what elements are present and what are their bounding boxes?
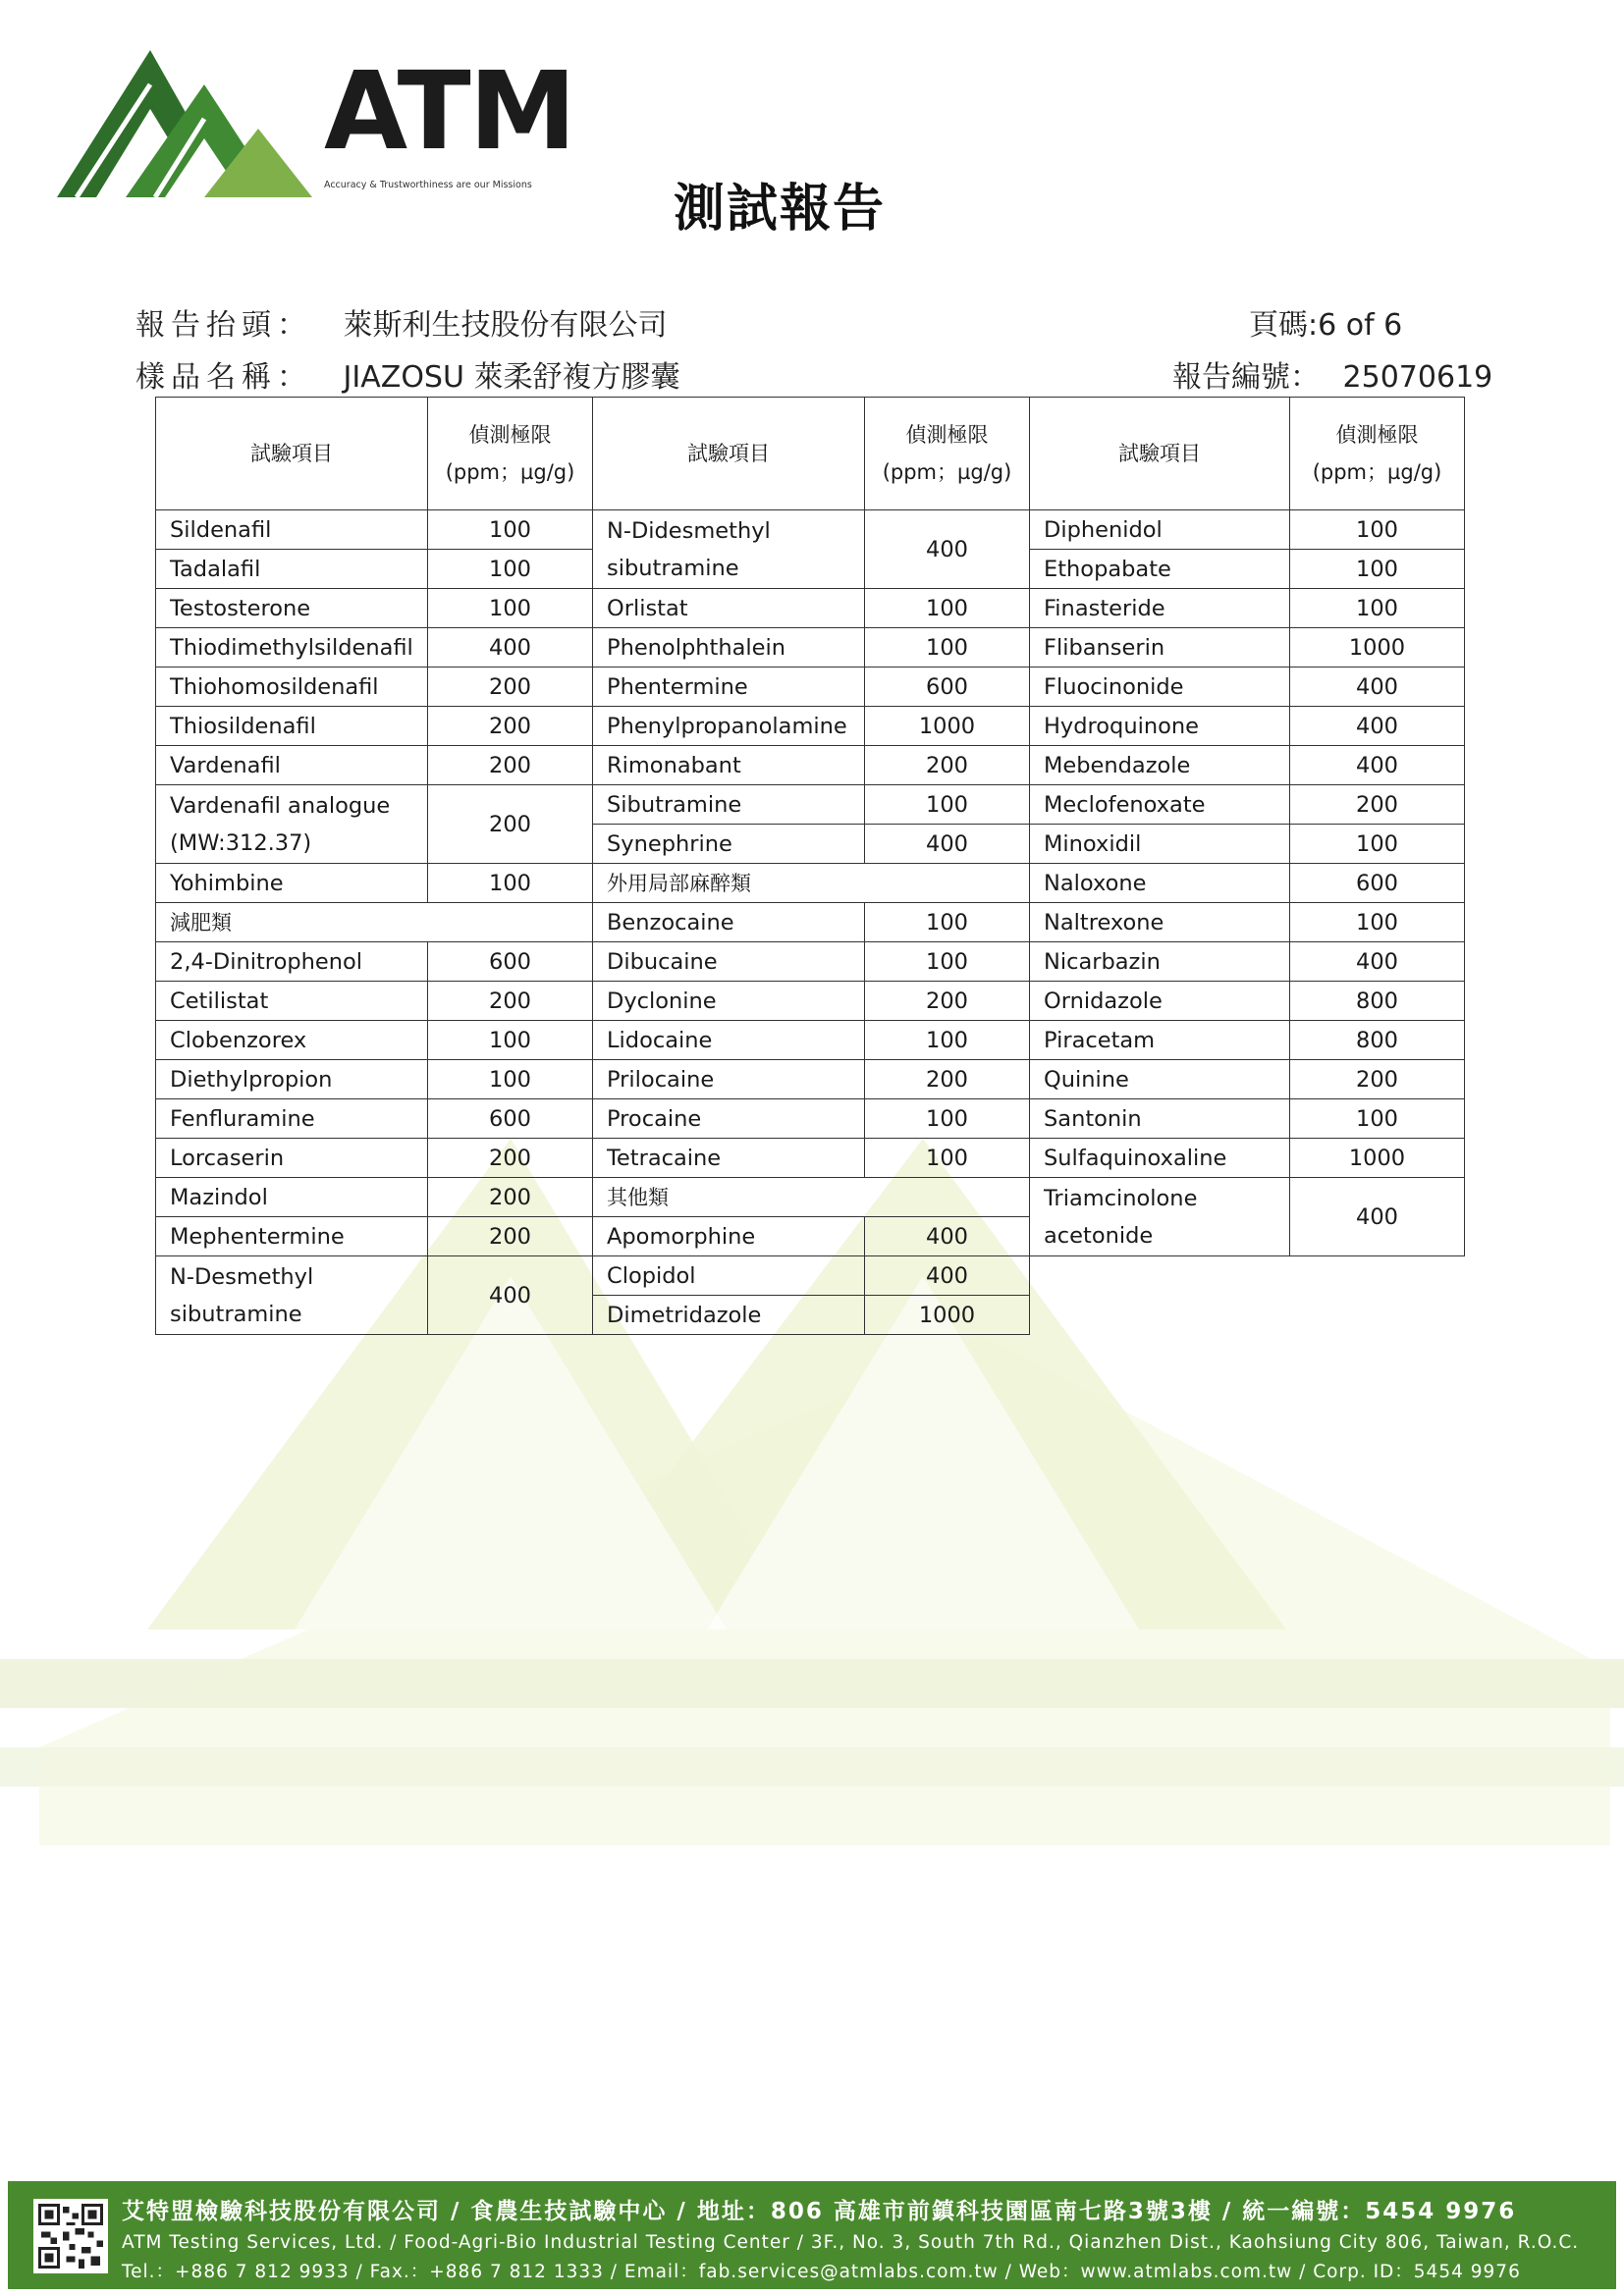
- item-name: Naloxone: [1030, 864, 1290, 903]
- item-limit: 200: [428, 1217, 593, 1256]
- item-name: Fluocinonide: [1030, 667, 1290, 707]
- table-row: [156, 589, 1465, 628]
- logo-tagline: Accuracy & Trustworthiness are our Missions: [324, 180, 532, 190]
- item-limit: 100: [1290, 510, 1465, 550]
- header-detection-limit: 偵測極限 (ppm；µg/g): [428, 398, 593, 510]
- table-row: [156, 510, 1465, 550]
- item-limit: 100: [428, 550, 593, 589]
- item-limit: 400: [865, 510, 1030, 589]
- sample-name-row: [135, 352, 679, 396]
- table-row: [156, 746, 1465, 785]
- item-name: Phenylpropanolamine: [593, 707, 865, 746]
- item-name: Nicarbazin: [1030, 942, 1290, 982]
- item-name: N-Didesmethyl sibutramine: [593, 510, 865, 589]
- item-name: Sulfaquinoxaline: [1030, 1139, 1290, 1178]
- item-name: Finasteride: [1030, 589, 1290, 628]
- report-header-label: 報告抬頭：: [135, 308, 312, 343]
- item-name: Tadalafil: [156, 550, 428, 589]
- item-name: Tetracaine: [593, 1139, 865, 1178]
- item-name: Mazindol: [156, 1178, 428, 1217]
- item-name: Fenfluramine: [156, 1099, 428, 1139]
- item-limit: 200: [428, 746, 593, 785]
- item-limit: 100: [428, 589, 593, 628]
- item-limit: 600: [428, 942, 593, 982]
- item-name: Lorcaserin: [156, 1139, 428, 1178]
- item-name: Benzocaine: [593, 903, 865, 942]
- item-name: Quinine: [1030, 1060, 1290, 1099]
- item-name: Prilocaine: [593, 1060, 865, 1099]
- item-name: Vardenafil analogue (MW:312.37): [156, 785, 428, 864]
- item-name: Triamcinolone acetonide: [1030, 1178, 1290, 1256]
- table-row: [156, 707, 1465, 746]
- item-name: Mephentermine: [156, 1217, 428, 1256]
- item-limit: 200: [428, 707, 593, 746]
- item-name: Meclofenoxate: [1030, 785, 1290, 825]
- item-limit: 800: [1290, 982, 1465, 1021]
- item-limit: 200: [428, 667, 593, 707]
- table-row: [156, 1060, 1465, 1099]
- table-header-row: [156, 398, 1465, 510]
- item-limit: 400: [428, 1256, 593, 1335]
- item-limit: 1000: [865, 1296, 1030, 1335]
- item-limit: 100: [428, 510, 593, 550]
- item-name: Clobenzorex: [156, 1021, 428, 1060]
- item-limit: 200: [428, 785, 593, 864]
- table-row: [156, 1139, 1465, 1178]
- item-limit: 400: [1290, 1178, 1465, 1256]
- item-name: Lidocaine: [593, 1021, 865, 1060]
- item-limit: 400: [1290, 746, 1465, 785]
- item-limit: 1000: [1290, 628, 1465, 667]
- item-limit: 100: [865, 1139, 1030, 1178]
- item-name: Dyclonine: [593, 982, 865, 1021]
- footer-english-address: ATM Testing Services, Ltd. / Food-Agri-Bio Industrial Testing Center / 3F., No. 3, South 7th Rd., Qianzhen Dist., Kaohsiung City 806, Taiwan, R.O.C.: [122, 2232, 1580, 2253]
- item-name: Sibutramine: [593, 785, 865, 825]
- item-limit: 1000: [1290, 1139, 1465, 1178]
- item-name: Hydroquinone: [1030, 707, 1290, 746]
- item-limit: 100: [865, 1021, 1030, 1060]
- table-row: [156, 1021, 1465, 1060]
- item-limit: 200: [865, 746, 1030, 785]
- item-limit: 100: [428, 864, 593, 903]
- item-name: Vardenafil: [156, 746, 428, 785]
- item-name: Procaine: [593, 1099, 865, 1139]
- header-test-item: 試驗項目: [156, 398, 428, 510]
- item-name: Phenolphthalein: [593, 628, 865, 667]
- item-limit: 400: [865, 825, 1030, 864]
- item-name: Dibucaine: [593, 942, 865, 982]
- report-header-row: [135, 300, 668, 344]
- item-limit: 100: [865, 942, 1030, 982]
- item-name: Synephrine: [593, 825, 865, 864]
- item-name: Rimonabant: [593, 746, 865, 785]
- item-limit: 100: [1290, 903, 1465, 942]
- table-row: [156, 1099, 1465, 1139]
- category-heading: 減肥類: [156, 903, 593, 942]
- table-row: [156, 667, 1465, 707]
- table-row: [156, 785, 1465, 825]
- page-title: 測試報告: [674, 180, 887, 239]
- item-name: Testosterone: [156, 589, 428, 628]
- item-name: Orlistat: [593, 589, 865, 628]
- table-row: [156, 1256, 1465, 1296]
- item-limit: 100: [428, 1060, 593, 1099]
- item-name: Ornidazole: [1030, 982, 1290, 1021]
- item-limit: 100: [1290, 550, 1465, 589]
- item-limit: 200: [428, 1139, 593, 1178]
- item-name: Naltrexone: [1030, 903, 1290, 942]
- item-limit: 600: [1290, 864, 1465, 903]
- item-limit: 100: [1290, 1099, 1465, 1139]
- item-name: Clopidol: [593, 1256, 865, 1296]
- item-limit: 100: [428, 1021, 593, 1060]
- category-heading: 其他類: [593, 1178, 1030, 1217]
- item-name: Diethylpropion: [156, 1060, 428, 1099]
- item-limit: 200: [1290, 785, 1465, 825]
- report-no-label: 報告編號：: [1172, 360, 1320, 395]
- item-limit: 400: [1290, 942, 1465, 982]
- sample-name-label: 樣品名稱：: [135, 360, 312, 395]
- item-name: Flibanserin: [1030, 628, 1290, 667]
- item-name: 2,4-Dinitrophenol: [156, 942, 428, 982]
- item-limit: 100: [1290, 825, 1465, 864]
- item-limit: 200: [428, 1178, 593, 1217]
- footer-contact: Tel.：+886 7 812 9933 / Fax.：+886 7 812 1333 / Email：fab.services@atmlabs.com.tw / Web：www.atmlabs.com.tw / Corp. ID：5454 9976: [122, 2262, 1521, 2282]
- item-limit: 100: [865, 589, 1030, 628]
- item-limit: 400: [865, 1217, 1030, 1256]
- report-header-value: 萊斯利生技股份有限公司: [343, 308, 668, 343]
- item-name: Minoxidil: [1030, 825, 1290, 864]
- item-limit: 200: [428, 982, 593, 1021]
- item-name: Thiodimethylsildenafil: [156, 628, 428, 667]
- category-heading: 外用局部麻醉類: [593, 864, 1030, 903]
- item-name: N-Desmethyl sibutramine: [156, 1256, 428, 1335]
- item-limit: 100: [865, 903, 1030, 942]
- item-limit: 200: [865, 982, 1030, 1021]
- item-name: Yohimbine: [156, 864, 428, 903]
- sample-name-value: JIAZOSU 萊柔舒複方膠囊: [343, 360, 680, 395]
- footer-bar: [8, 2181, 1616, 2289]
- item-limit: 400: [1290, 707, 1465, 746]
- results-table: [155, 397, 1465, 1335]
- item-name: Santonin: [1030, 1099, 1290, 1139]
- report-number: [1172, 352, 1492, 396]
- item-name: Mebendazole: [1030, 746, 1290, 785]
- item-name: Diphenidol: [1030, 510, 1290, 550]
- item-limit: 400: [428, 628, 593, 667]
- item-name: Phentermine: [593, 667, 865, 707]
- item-limit: 400: [865, 1256, 1030, 1296]
- item-limit: 400: [1290, 667, 1465, 707]
- item-limit: 200: [1290, 1060, 1465, 1099]
- logo-wordmark: ATM: [324, 48, 575, 174]
- item-limit: 600: [865, 667, 1030, 707]
- item-name: Dimetridazole: [593, 1296, 865, 1335]
- page-label: 頁碼:: [1249, 308, 1319, 343]
- page-number: [1249, 300, 1402, 344]
- table-row: [156, 628, 1465, 667]
- item-limit: 100: [865, 785, 1030, 825]
- item-limit: 600: [428, 1099, 593, 1139]
- item-limit: 800: [1290, 1021, 1465, 1060]
- item-name: Ethopabate: [1030, 550, 1290, 589]
- item-limit: 100: [865, 1099, 1030, 1139]
- table-row: [156, 864, 1465, 903]
- item-name: Sildenafil: [156, 510, 428, 550]
- item-name: Cetilistat: [156, 982, 428, 1021]
- page-value: 6 of 6: [1318, 308, 1403, 343]
- item-limit: 200: [865, 1060, 1030, 1099]
- table-row: [156, 1178, 1465, 1217]
- header-test-item: 試驗項目: [1030, 398, 1290, 510]
- item-limit: 100: [1290, 589, 1465, 628]
- header-detection-limit: 偵測極限 (ppm；µg/g): [1290, 398, 1465, 510]
- header-test-item: 試驗項目: [593, 398, 865, 510]
- table-row: [156, 942, 1465, 982]
- item-name: Thiosildenafil: [156, 707, 428, 746]
- logo-mountain-icon: [57, 45, 352, 202]
- item-name: Piracetam: [1030, 1021, 1290, 1060]
- table-row: [156, 982, 1465, 1021]
- report-no-value: 25070619: [1342, 360, 1493, 395]
- header-detection-limit: 偵測極限 (ppm；µg/g): [865, 398, 1030, 510]
- item-limit: 1000: [865, 707, 1030, 746]
- item-name: Thiohomosildenafil: [156, 667, 428, 707]
- footer-company-line: 艾特盟檢驗科技股份有限公司 / 食農生技試驗中心 / 地址：806 高雄市前鎮科技園區南七路3號3樓 / 統一編號：5454 9976: [122, 2199, 1517, 2224]
- item-limit: 100: [865, 628, 1030, 667]
- qr-code-icon: [33, 2199, 108, 2273]
- table-row: [156, 903, 1465, 942]
- item-name: Apomorphine: [593, 1217, 865, 1256]
- empty-cell: [1030, 1256, 1465, 1335]
